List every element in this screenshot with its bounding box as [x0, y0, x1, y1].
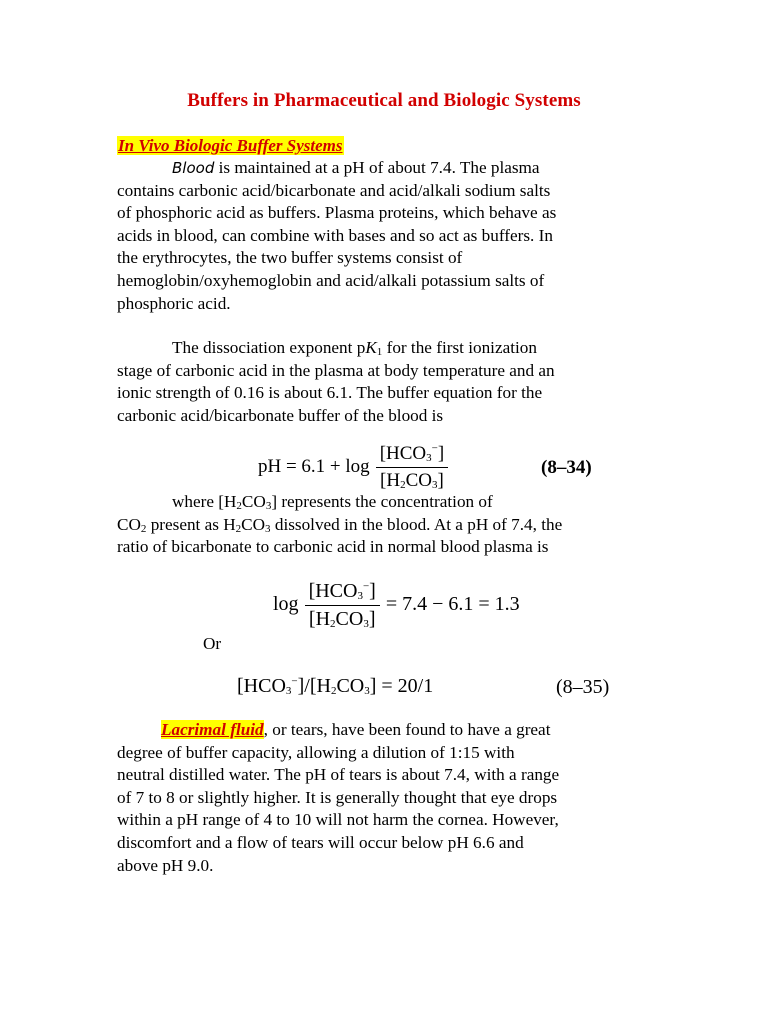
section-heading: In Vivo Biologic Buffer Systems	[118, 136, 343, 155]
equation-log-ratio: log $\frac{[HCO_3^-]}{[H_2CO_3]}$ = 7.4 − 6.1 = 1.3	[273, 580, 520, 630]
blood-term: Blood	[172, 159, 215, 177]
equation-fraction: $\frac{[HCO_3^-]}{[H_2CO_3]}$	[305, 580, 380, 631]
equation-number-8-34: (8–34)	[541, 457, 592, 478]
paragraph-ratio: where $[H_2CO_3]$ represents the concentration of $CO_2$ present as $H_2CO_3$ dissolved in the blood. At a pH of 7.4, the ratio of bicarbonate to carbonic acid in normal blood plasma is	[117, 492, 563, 557]
paragraph-dissociation: The dissociation exponent $pK_1$ for the first ionization stage of carbonic acid in the plasma at body temperature and an ionic strength of 0.16 is about 6.1. The buffer equation for the carbonic acid/bicarbonate buffer of the blood is	[117, 338, 555, 425]
lacrimal-fluid-term: Lacrimal fluid	[161, 720, 264, 739]
equation-8-34: pH = 6.1 + log $\frac{[HCO_3^-]}{[H_2CO_3]}$	[258, 443, 454, 492]
or-text: Or	[203, 634, 222, 653]
equation-8-35: $[HCO_3^-]/[H_2CO_3] = 20/1$	[237, 675, 434, 697]
page-title: Buffers in Pharmaceutical and Biologic Systems	[187, 90, 581, 111]
paragraph-lacrimal-fluid: Lacrimal fluid, or tears, have been found to have a great degree of buffer capacity, allowing a dilution of 1:15 with neutral distilled water. The pH of tears is about 7.4, with a range of 7 to 8 or slightly higher. It is generally thought that eye drops within a pH range of 4 to 10 will not harm the cornea. However, discomfort and a flow of tears will occur below pH 6.6 and above pH 9.0.	[117, 720, 560, 875]
paragraph-blood-buffers: Blood is maintained at a pH of about 7.4. The plasma contains carbonic acid/bicarbonate and acid/alkali sodium salts of phosphoric acid as buffers. Plasma proteins, which behave as acids in blood, can combine with bases and so act as buffers. In the erythrocytes, the two buffer systems consist of hemoglobin/oxyhemoglobin and acid/alkali potassium salts of phosphoric acid.	[117, 158, 557, 313]
equation-number-8-35: (8–35)	[556, 676, 610, 698]
equation-fraction: $\frac{[HCO_3^-]}{[H_2CO_3]}$	[376, 443, 449, 492]
